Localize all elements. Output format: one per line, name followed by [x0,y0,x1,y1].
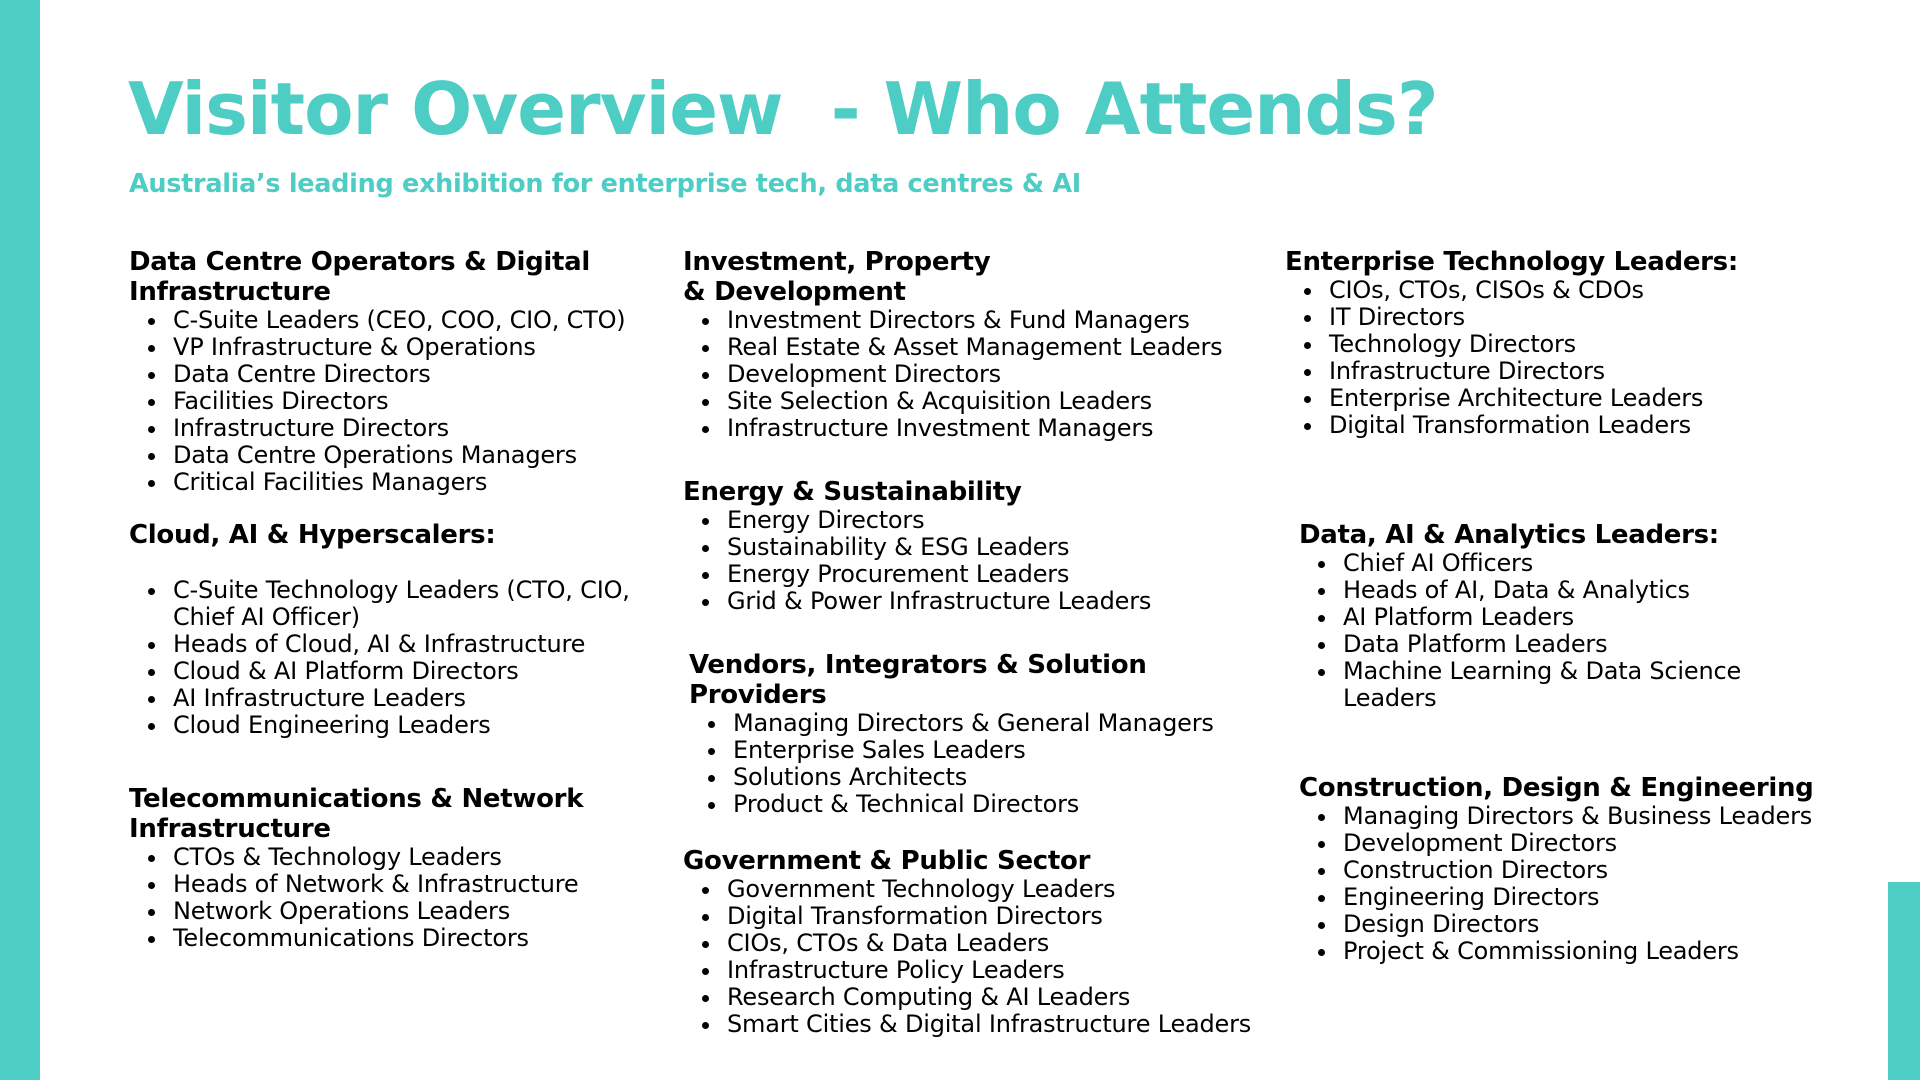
list-item: Real Estate & Asset Management Leaders [727,334,1263,361]
section-heading: Cloud, AI & Hyperscalers: [129,520,496,550]
list-item: Data Centre Operations Managers [173,442,669,469]
list-item: Site Selection & Acquisition Leaders [727,388,1263,415]
list-item: Infrastructure Investment Managers [727,415,1263,442]
list-item: VP Infrastructure & Operations [173,334,669,361]
section-heading [683,247,1263,307]
section-investment-property [683,247,1263,442]
role-list [689,710,1269,818]
list-item: CIOs, CTOs, CISOs & CDOs [1329,277,1845,304]
section-heading: Data, AI & Analytics Leaders: [1299,520,1719,550]
list-item: Network Operations Leaders [173,898,669,925]
role-list [1299,550,1803,712]
list-item: Digital Transformation Directors [727,903,1283,930]
list-item: Project & Commissioning Leaders [1343,938,1879,965]
list-item: Solutions Architects [733,764,1269,791]
list-item: Energy Directors [727,507,1263,534]
section-heading [129,784,669,844]
role-list [129,577,673,739]
list-item: Technology Directors [1329,331,1845,358]
list-item: Facilities Directors [173,388,669,415]
list-item: C-Suite Technology Leaders (CTO, CIO, Chief AI Officer) [173,577,673,631]
left-accent-bar [0,0,40,1080]
list-item: Enterprise Sales Leaders [733,737,1269,764]
list-item: Heads of Cloud, AI & Infrastructure [173,631,673,658]
list-item: AI Infrastructure Leaders [173,685,673,712]
role-list [129,844,669,952]
spacer [129,550,669,577]
list-item: Managing Directors & General Managers [733,710,1269,737]
list-item: Design Directors [1343,911,1879,938]
list-item: Critical Facilities Managers [173,469,669,496]
list-item: Data Centre Directors [173,361,669,388]
page-subtitle: Australia’s leading exhibition for enterprise tech, data centres & AI [129,169,1081,199]
list-item: Telecommunications Directors [173,925,669,952]
section-heading: Energy & Sustainability [683,477,1022,507]
list-item: Digital Transformation Leaders [1329,412,1845,439]
section-heading [689,650,1269,710]
list-item: Heads of Network & Infrastructure [173,871,669,898]
section-construction-design [1299,773,1879,965]
list-item: Machine Learning & Data Science Leaders [1343,658,1803,712]
role-list [1299,803,1879,965]
list-item: Infrastructure Directors [173,415,669,442]
list-item: Engineering Directors [1343,884,1879,911]
role-list [683,307,1263,442]
section-cloud-ai-hyperscalers [129,520,669,739]
list-item: Infrastructure Directors [1329,358,1845,385]
section-heading: Government & Public Sector [683,846,1091,876]
right-accent-bar [1888,882,1920,1080]
role-list [1285,277,1845,439]
list-item: Smart Cities & Digital Infrastructure Leaders [727,1011,1283,1038]
section-data-centre-operators [129,247,669,496]
list-item: Infrastructure Policy Leaders [727,957,1283,984]
list-item: Managing Directors & Business Leaders [1343,803,1879,830]
list-item: AI Platform Leaders [1343,604,1803,631]
role-list [129,307,669,496]
page-title: Visitor Overview - Who Attends? [128,67,1438,151]
list-item: Data Platform Leaders [1343,631,1803,658]
list-item: Product & Technical Directors [733,791,1269,818]
list-item: Grid & Power Infrastructure Leaders [727,588,1263,615]
list-item: CTOs & Technology Leaders [173,844,669,871]
role-list [683,876,1283,1038]
role-list [683,507,1263,615]
list-item: Government Technology Leaders [727,876,1283,903]
list-item: Heads of AI, Data & Analytics [1343,577,1803,604]
section-government-public-sector [683,846,1283,1038]
list-item: Cloud Engineering Leaders [173,712,673,739]
list-item: Development Directors [727,361,1263,388]
list-item: Chief AI Officers [1343,550,1803,577]
list-item: CIOs, CTOs & Data Leaders [727,930,1283,957]
list-item: Research Computing & AI Leaders [727,984,1283,1011]
list-item: Development Directors [1343,830,1879,857]
section-energy-sustainability [683,477,1263,615]
list-item: Energy Procurement Leaders [727,561,1263,588]
section-enterprise-technology [1285,247,1845,439]
heading-line: Infrastructure [129,277,331,307]
section-heading: Enterprise Technology Leaders: [1285,247,1738,277]
list-item: IT Directors [1329,304,1845,331]
heading-line: Vendors, Integrators & Solution [689,650,1147,680]
section-telecommunications [129,784,669,952]
list-item: Sustainability & ESG Leaders [727,534,1263,561]
section-heading [129,247,669,307]
section-data-ai-analytics [1299,520,1859,712]
heading-line: Investment, Property [683,247,991,277]
list-item: Investment Directors & Fund Managers [727,307,1263,334]
heading-line: Infrastructure [129,814,331,844]
list-item: Cloud & AI Platform Directors [173,658,673,685]
section-heading: Construction, Design & Engineering [1299,773,1814,803]
list-item: Enterprise Architecture Leaders [1329,385,1845,412]
list-item: Construction Directors [1343,857,1879,884]
section-vendors-integrators [689,650,1269,818]
heading-line: & Development [683,277,906,307]
heading-line: Providers [689,680,827,710]
list-item: C-Suite Leaders (CEO, COO, CIO, CTO) [173,307,669,334]
heading-line: Data Centre Operators & Digital [129,247,590,277]
heading-line: Telecommunications & Network [129,784,584,814]
